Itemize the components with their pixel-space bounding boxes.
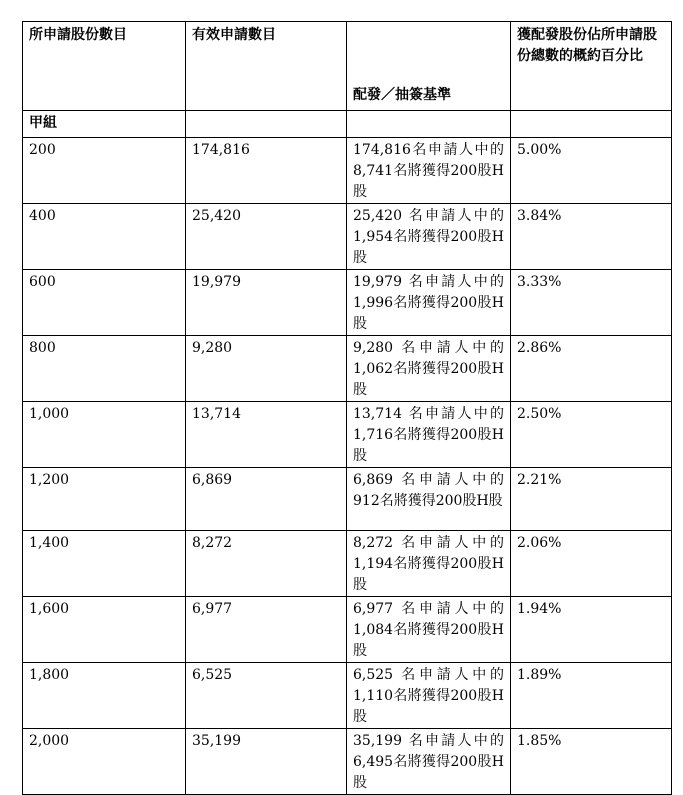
header-row xyxy=(23,22,672,111)
header-approx-percentage: 獲配發股份佔所申請股份總數的概約百分比 xyxy=(511,22,672,111)
applications-cell-text: 6,869 xyxy=(192,472,233,488)
percent-cell xyxy=(511,597,672,663)
basis-cell-text: 13,714 名申請人中的1,716名將獲得200股H股 xyxy=(353,406,504,464)
shares-cell-text: 1,000 xyxy=(29,406,70,422)
shares-cell-text: 1,600 xyxy=(29,601,70,617)
shares-cell-text: 400 xyxy=(29,208,56,224)
applications-cell-text: 6,525 xyxy=(192,667,233,683)
shares-cell xyxy=(23,468,186,531)
table-row xyxy=(23,402,672,468)
shares-cell xyxy=(23,729,186,795)
percent-cell xyxy=(511,663,672,729)
percent-cell-text: 1.94% xyxy=(517,601,562,617)
applications-cell xyxy=(186,402,347,468)
basis-cell-text: 174,816名申請人中的8,741名將獲得200股H股 xyxy=(353,142,504,200)
percent-cell-text: 2.86% xyxy=(517,340,562,356)
percent-cell xyxy=(511,270,672,336)
group-label: 甲組 xyxy=(23,111,186,138)
applications-cell xyxy=(186,138,347,204)
applications-cell xyxy=(186,204,347,270)
applications-cell-text: 174,816 xyxy=(192,142,250,158)
percent-cell-text: 2.21% xyxy=(517,472,562,488)
header-allocation-basis: 配發／抽簽基準 xyxy=(347,22,511,111)
basis-cell-text: 6,977 名申請人中的1,084名將獲得200股H股 xyxy=(353,601,504,659)
allocation-table xyxy=(22,21,672,795)
applications-cell-text: 6,977 xyxy=(192,601,233,617)
group-empty-cell xyxy=(511,111,672,138)
group-empty-cell xyxy=(186,111,347,138)
basis-cell-text: 9,280 名申請人中的1,062名將獲得200股H股 xyxy=(353,340,504,398)
table-row xyxy=(23,663,672,729)
shares-cell xyxy=(23,336,186,402)
basis-cell xyxy=(347,468,511,531)
applications-cell-text: 13,714 xyxy=(192,406,241,422)
table-row xyxy=(23,336,672,402)
percent-cell-text: 2.50% xyxy=(517,406,562,422)
basis-cell xyxy=(347,204,511,270)
table-row xyxy=(23,468,672,531)
basis-cell-text: 8,272 名申請人中的1,194名將獲得200股H股 xyxy=(353,535,504,593)
shares-cell-text: 200 xyxy=(29,142,56,158)
header-valid-applications: 有效申請數目 xyxy=(186,22,347,111)
applications-cell xyxy=(186,468,347,531)
basis-cell xyxy=(347,270,511,336)
applications-cell xyxy=(186,663,347,729)
applications-cell-text: 35,199 xyxy=(192,733,241,749)
shares-cell-text: 1,800 xyxy=(29,667,70,683)
table-row xyxy=(23,597,672,663)
basis-cell-text: 25,420 名申請人中的1,954名將獲得200股H股 xyxy=(353,208,504,266)
percent-cell-text: 1.85% xyxy=(517,733,562,749)
applications-cell xyxy=(186,270,347,336)
percent-cell xyxy=(511,468,672,531)
basis-cell-text: 6,869 名申請人中的912名將獲得200股H股 xyxy=(353,472,504,509)
shares-cell xyxy=(23,597,186,663)
basis-cell xyxy=(347,597,511,663)
shares-cell-text: 1,200 xyxy=(29,472,70,488)
allocation-table-body xyxy=(23,22,672,795)
percent-cell-text: 2.06% xyxy=(517,535,562,551)
group-row xyxy=(23,111,672,138)
shares-cell-text: 2,000 xyxy=(29,733,70,749)
percent-cell xyxy=(511,402,672,468)
applications-cell xyxy=(186,729,347,795)
basis-cell-text: 35,199 名申請人中的6,495名將獲得200股H股 xyxy=(353,733,504,791)
percent-cell-text: 1.89% xyxy=(517,667,562,683)
percent-cell-text: 3.84% xyxy=(517,208,562,224)
percent-cell xyxy=(511,336,672,402)
table-row xyxy=(23,204,672,270)
shares-cell-text: 800 xyxy=(29,340,56,356)
basis-cell xyxy=(347,402,511,468)
table-row xyxy=(23,270,672,336)
shares-cell xyxy=(23,402,186,468)
shares-cell xyxy=(23,270,186,336)
basis-cell xyxy=(347,663,511,729)
percent-cell-text: 5.00% xyxy=(517,142,562,158)
applications-cell-text: 19,979 xyxy=(192,274,241,290)
shares-cell xyxy=(23,663,186,729)
percent-cell-text: 3.33% xyxy=(517,274,562,290)
shares-cell-text: 1,400 xyxy=(29,535,70,551)
applications-cell xyxy=(186,531,347,597)
applications-cell-text: 25,420 xyxy=(192,208,241,224)
shares-cell xyxy=(23,138,186,204)
applications-cell xyxy=(186,597,347,663)
basis-cell xyxy=(347,729,511,795)
shares-cell xyxy=(23,204,186,270)
table-row xyxy=(23,729,672,795)
basis-cell-text: 19,979 名申請人中的1,996名將獲得200股H股 xyxy=(353,274,504,332)
shares-cell xyxy=(23,531,186,597)
table-row xyxy=(23,531,672,597)
percent-cell xyxy=(511,729,672,795)
basis-cell xyxy=(347,531,511,597)
percent-cell xyxy=(511,204,672,270)
percent-cell xyxy=(511,138,672,204)
applications-cell xyxy=(186,336,347,402)
basis-cell xyxy=(347,336,511,402)
header-shares-applied: 所申請股份數目 xyxy=(23,22,186,111)
percent-cell xyxy=(511,531,672,597)
basis-cell-text: 6,525 名申請人中的1,110名將獲得200股H股 xyxy=(353,667,504,725)
shares-cell-text: 600 xyxy=(29,274,56,290)
applications-cell-text: 9,280 xyxy=(192,340,233,356)
table-row xyxy=(23,138,672,204)
basis-cell xyxy=(347,138,511,204)
applications-cell-text: 8,272 xyxy=(192,535,233,551)
group-empty-cell xyxy=(347,111,511,138)
